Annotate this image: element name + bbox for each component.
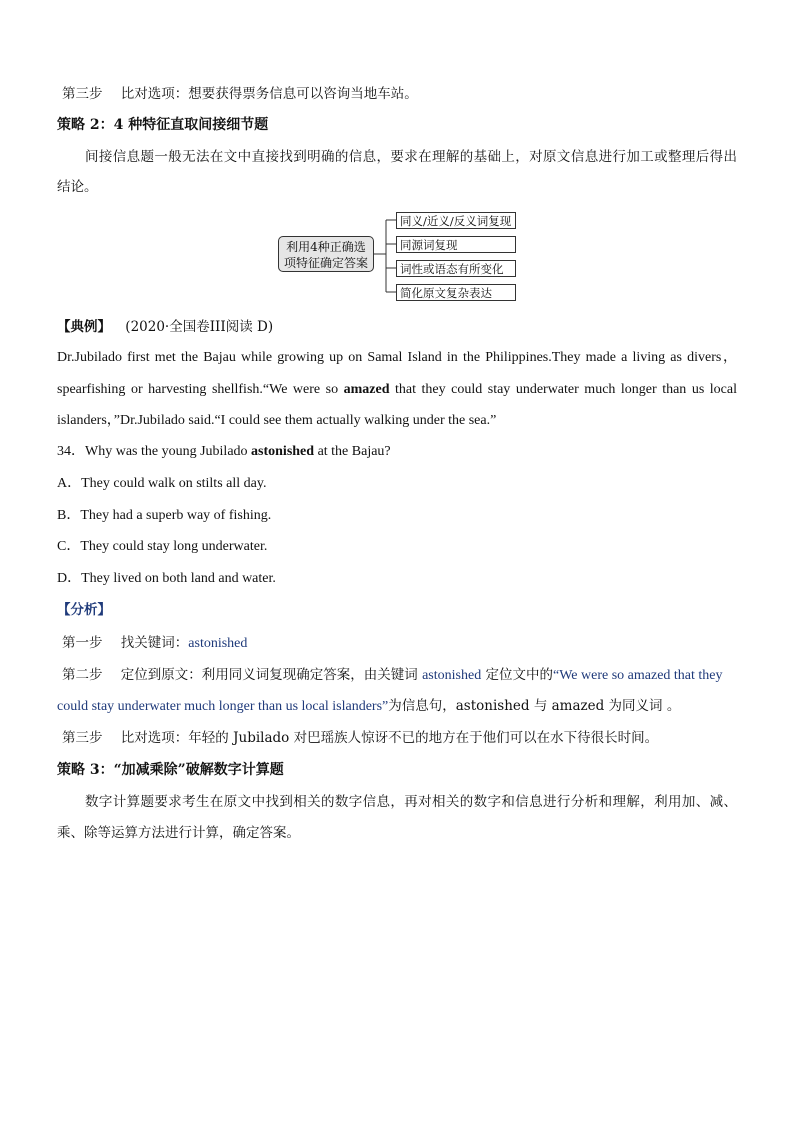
diagram-item: 同义/近义/反义词复现 [396,212,516,229]
quoted-sentence: “We were so amazed that they [553,668,723,683]
step-text: 为信息句，astonished 与 amazed 为同义词 。 [388,698,681,714]
paragraph-line: 间接信息题一般无法在文中直接找到明确的信息，要求在理解的基础上，对原文信息进行加工或整理后得出 [85,149,737,165]
quoted-sentence: could stay underwater much longer than us local islanders” [57,699,389,714]
question-text: 34．Why was the young Jubilado [57,444,252,459]
step-label: 第三步 [62,730,103,746]
analysis-step2 [62,665,723,686]
step-text: 比对选项：年轻的 Jubilado 对巴瑶族人惊讶不已的地方在于他们可以在水下待很长时间。 [120,730,659,746]
step3-previous [62,84,418,104]
analysis-label: 【分析】 [57,602,111,618]
option-b: B．They had a superb way of fishing. [57,508,272,523]
diagram-main-line: 利用4种正确选 [286,240,366,254]
example-source: (2020·全国卷III阅读 D) [125,319,274,335]
step-label: 第三步 [62,86,103,102]
passage-bold-word: amazed [343,382,390,397]
diagram-item: 词性或语态有所变化 [396,260,516,277]
question-bold-word: astonished [251,444,315,459]
step-text: 比对选项：想要获得票务信息可以咨询当地车站。 [120,86,418,102]
strategy3-heading: 策略 3：“加减乘除”破解数字计算题 [57,762,284,778]
diagram-main-line: 项特征确定答案 [283,256,368,270]
question-text: at the Bajau? [314,444,391,459]
diagram-item: 简化原文复杂表达 [396,284,516,301]
passage-line [57,380,737,400]
option-d: D．They lived on both land and water. [57,571,276,586]
paragraph-line: 乘、除等运算方法进行计算，确定答案。 [57,825,300,841]
diagram-item: 同源词复现 [396,236,516,253]
strategy2-heading: 策略 2：4 种特征直取间接细节题 [57,117,269,133]
step-text: 定位到原文：利用同义词复现确定答案，由关键词 [120,667,423,683]
strategy-diagram [270,207,530,305]
keyword: astonished [188,636,248,651]
step-label: 第一步 [62,635,103,651]
paragraph-line: 数字计算题要求考生在原文中找到相关的数字信息，再对相关的数字和信息进行分析和理解，利用加、减、 [85,794,737,810]
diagram-main-box [278,236,374,272]
option-c: C．They could stay long underwater. [57,539,268,554]
analysis-step2-cont [57,696,680,717]
passage-text: that they could stay underwater much longer than us local [389,382,737,397]
passage-text: spearfishing or harvesting shellfish.“We were so [57,382,344,397]
question [57,442,391,462]
paragraph-line: 结论。 [57,179,98,195]
example-header [57,317,273,337]
step-text: 找关键词： [120,635,189,651]
analysis-step3 [62,728,658,748]
step-label: 第二步 [62,667,103,683]
option-a: A．They could walk on stilts all day. [57,476,267,491]
analysis-step1 [62,633,247,654]
example-label: 【典例】 [57,319,111,335]
keyword: astonished [422,668,482,683]
passage-line: Dr.Jubilado first met the Bajau while growing up on Samal Island in the Philippines.They made a living as divers， [57,350,737,365]
step-text: 定位文中的 [481,667,553,683]
passage-line: islanders，”Dr.Jubilado said.“I could see them actually walking under the sea.” [57,413,497,428]
